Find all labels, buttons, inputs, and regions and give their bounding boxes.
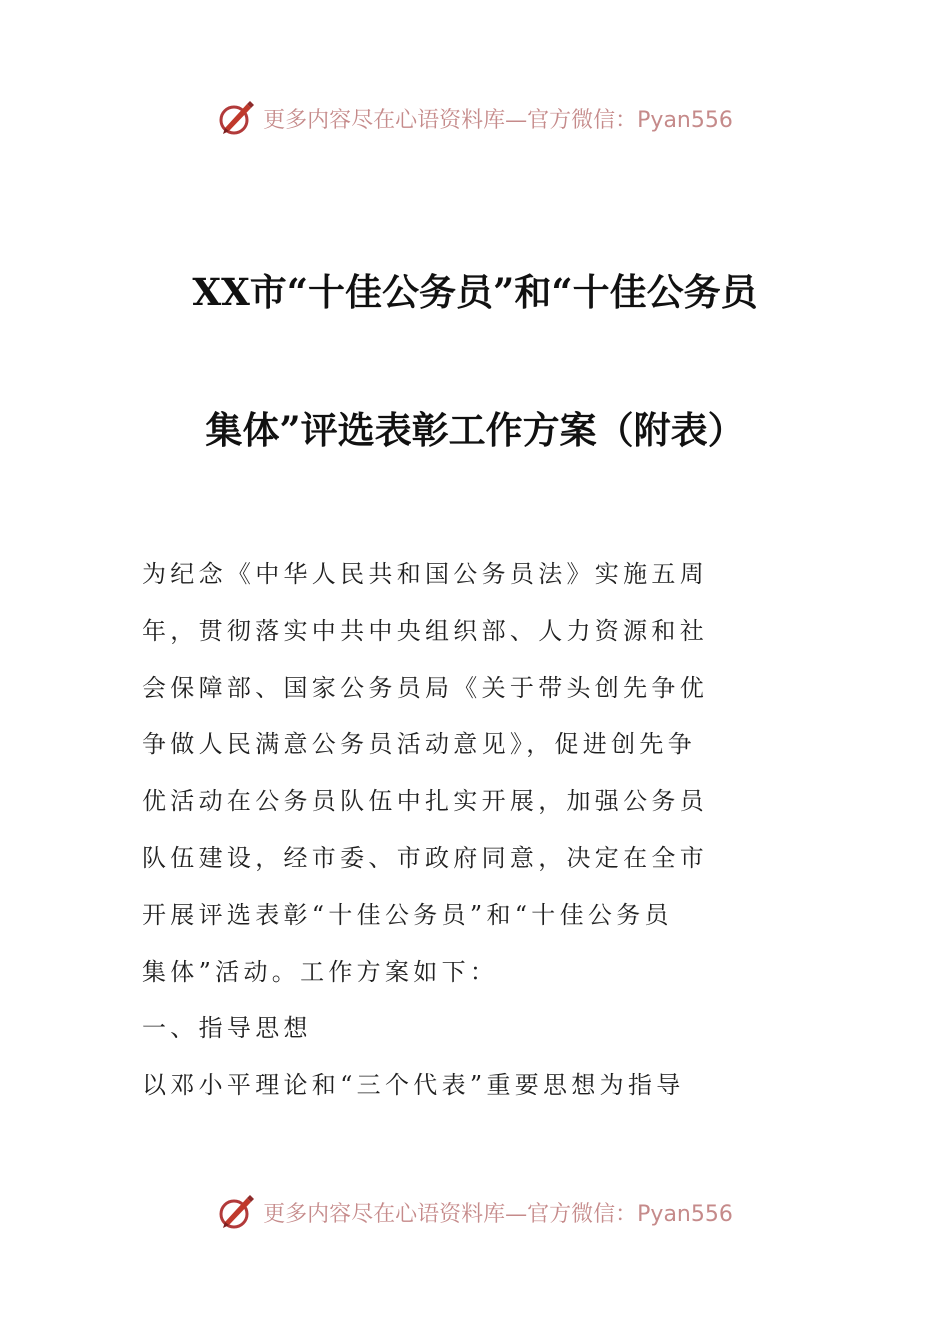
document-title-line-1: XX市“十佳公务员”和“十佳公务员 [192, 270, 758, 314]
header-watermark-banner [0, 98, 950, 138]
document-title-line-2: 集体”评选表彰工作方案（附表） [205, 408, 745, 452]
body-line: 优活动在公务员队伍中扎实开展，加强公务员 [142, 787, 708, 816]
pen-logo-icon [217, 98, 257, 138]
watermark-label: 更多内容尽在心语资料库—官方微信： [263, 107, 638, 133]
body-line: 为纪念《中华人民共和国公务员法》实施五周 [142, 560, 708, 588]
body-line: 队伍建设，经市委、市政府同意，决定在全市 [142, 843, 708, 872]
body-line: 争做人民满意公务员活动意见》，促进创先争 [142, 730, 696, 759]
watermark-label: 更多内容尽在心语资料库—官方微信： [263, 1201, 638, 1227]
wechat-id: Pyan556 [637, 1201, 733, 1227]
body-line: 集体”活动。工作方案如下： [142, 957, 499, 986]
footer-watermark-banner [0, 1192, 950, 1232]
body-line: 会保障部、国家公务员局《关于带头创先争优 [142, 673, 708, 702]
body-line: 以邓小平理论和“三个代表”重要思想为指导 [142, 1071, 685, 1100]
watermark-text [263, 103, 733, 134]
body-line: 开展评选表彰“十佳公务员”和“十佳公务员 [142, 900, 673, 929]
document-body [142, 552, 712, 1120]
pen-logo-icon [217, 1192, 257, 1232]
section-heading: 一、指导思想 [142, 1014, 312, 1043]
wechat-id: Pyan556 [637, 107, 733, 133]
body-line: 年，贯彻落实中共中央组织部、人力资源和社 [142, 616, 708, 645]
watermark-text [263, 1197, 733, 1228]
